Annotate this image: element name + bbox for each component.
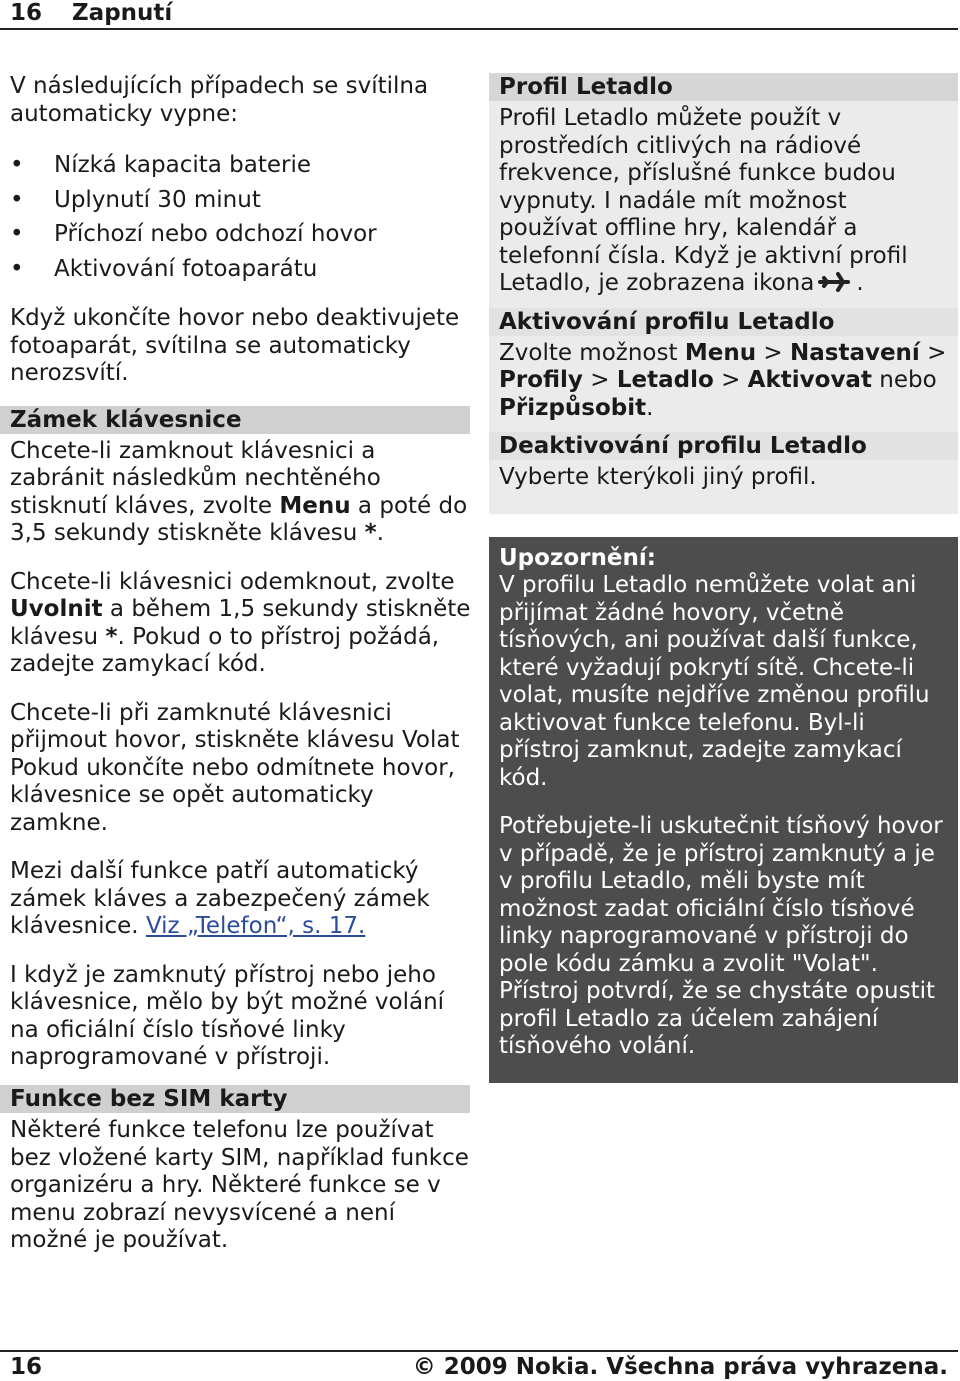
- sim-paragraph: Některé funkce telefonu lze používat bez vložené karty SIM, například funkce organizéru a hry. Některé funkce se v menu zobrazí nevysvícené a není možné je používat.: [10, 1117, 469, 1253]
- list-item-text: Nízká kapacita baterie: [54, 152, 312, 178]
- activate-heading: Aktivování profilu Letadlo: [489, 308, 958, 336]
- text: Chcete-li klávesnici odemknout, zvolte: [10, 568, 455, 595]
- header-page-number: 16: [10, 0, 43, 26]
- lock-paragraph-1: [10, 438, 472, 548]
- deactivate-heading: Deaktivování profilu Letadlo: [489, 432, 958, 460]
- lock-section-heading: Zámek klávesnice: [0, 406, 470, 434]
- page-footer: [0, 1350, 958, 1381]
- left-column: [10, 73, 472, 1072]
- text: Zvolte možnost: [499, 339, 685, 366]
- footer-page-number: 16: [10, 1354, 43, 1380]
- settings-label: Nastavení: [789, 339, 920, 366]
- list-item: [10, 183, 472, 218]
- bullet-icon: •: [10, 152, 24, 178]
- text: Mezi další funkce patří automatický zámek kláves a zabezpečený zámek klávesnice.: [10, 858, 430, 939]
- airplane-profile-box: [489, 73, 958, 514]
- lock-paragraph-4: [10, 858, 472, 941]
- bullet-list: [10, 148, 472, 286]
- list-item: [10, 252, 472, 287]
- list-item: [10, 148, 472, 183]
- header-title: Zapnutí: [72, 0, 173, 26]
- list-item: [10, 217, 472, 252]
- unlock-label: Uvolnit: [10, 596, 103, 622]
- text: . Pokud o to přístroj požádá, zadejte zamykací kód.: [10, 623, 440, 677]
- lock-paragraph-3: Chcete-li při zamknuté klávesnici přijmout hovor, stiskněte klávesu Volat Pokud ukončíte nebo odmítnete hovor, klávesnice se opět automaticky zamkne.: [10, 699, 460, 836]
- lock-paragraph-5: I když je zamknutý přístroj nebo jeho klávesnice, mělo by být možné volání na oficiální číslo tísňové linky naprogramované v přístroji.: [10, 961, 445, 1070]
- sim-section-heading: Funkce bez SIM karty: [0, 1085, 470, 1113]
- text: >: [713, 367, 748, 393]
- bullet-icon: •: [10, 255, 24, 282]
- deactivate-paragraph: Vyberte kterýkoli jiný profil.: [499, 464, 817, 490]
- text: Profil Letadlo můžete použít v prostředích citlivých na rádiové frekvence, příslušné funkce budou vypnuty. I nadále mít možnost používat offline hry, kalendář a telefonní čísla. Když je aktivní profil Letadlo, je zobrazena ikona: [499, 105, 908, 296]
- star-key-label: *: [364, 520, 377, 546]
- list-item-text: Uplynutí 30 minut: [54, 186, 261, 213]
- airplane-label: Letadlo: [616, 367, 714, 393]
- menu-label: Menu: [684, 339, 757, 366]
- text: >: [756, 339, 790, 366]
- text: .: [376, 520, 384, 546]
- text: Chcete-li zamknout klávesnici a zabránit následkům nechtěného stisknutí kláves, zvolte: [10, 437, 381, 519]
- bullet-icon: •: [10, 186, 24, 213]
- sim-section: [10, 1085, 470, 1255]
- text: .: [646, 394, 654, 421]
- copyright-text: © 2009 Nokia. Všechna práva vyhrazena.: [412, 1354, 948, 1380]
- text: nebo: [871, 367, 937, 393]
- profiles-label: Profily: [499, 367, 583, 393]
- text: a poté do 3,5 sekundy stiskněte klávesu: [10, 492, 468, 546]
- warning-title: Upozornění:: [499, 544, 656, 571]
- text: .: [856, 270, 864, 296]
- text: >: [919, 339, 947, 366]
- list-item-text: Aktivování fotoaparátu: [54, 255, 318, 282]
- airplane-icon: [818, 272, 852, 292]
- warning-box: [489, 537, 958, 1083]
- activate-paragraph: [499, 340, 948, 423]
- right-column: [489, 73, 958, 1083]
- lock-paragraph-2: [10, 569, 472, 679]
- customize-label: Přizpůsobit: [499, 394, 647, 421]
- star-key-label: *: [105, 623, 118, 650]
- list-item-text: Příchozí nebo odchozí hovor: [54, 221, 377, 247]
- intro-paragraph: V následujících případech se svítilna automaticky vypne:: [10, 73, 429, 127]
- profile-heading: Profil Letadlo: [489, 73, 958, 101]
- menu-label: Menu: [279, 492, 351, 519]
- page-header: [0, 0, 958, 30]
- warning-paragraph-1: V profilu Letadlo nemůžete volat ani přijímat žádné hovory, včetně tísňových, ani používat další funkce, které vyžadují pokrytí sítě. Chcete-li volat, musíte nejdříve změnou profilu aktivovat funkce telefonu. Byl-li přístroj zamknut, zadejte zamykací kód.: [499, 572, 930, 791]
- after-bullets-paragraph: Když ukončíte hovor nebo deaktivujete fotoaparát, svítilna se automaticky nerozsvítí.: [10, 305, 460, 386]
- text: >: [582, 367, 617, 393]
- activate-label: Aktivovat: [747, 367, 872, 393]
- profile-paragraph: [499, 105, 948, 298]
- phone-settings-link[interactable]: Viz „Telefon“, s. 17.: [145, 913, 366, 939]
- warning-paragraph-2: Potřebujete-li uskutečnit tísňový hovor v případě, že je přístroj zamknutý a je v profilu Letadlo, měli byste mít možnost zadat oficiální číslo tísňové linky naprogramované v přístroji do pole kódu zámku a zvolit "Volat". Přístroj potvrdí, že se chystáte opustit profil Letadlo za účelem zahájení tísňového volání.: [499, 813, 943, 1059]
- bullet-icon: •: [10, 221, 24, 247]
- text: a během 1,5 sekundy stiskněte klávesu: [10, 596, 471, 650]
